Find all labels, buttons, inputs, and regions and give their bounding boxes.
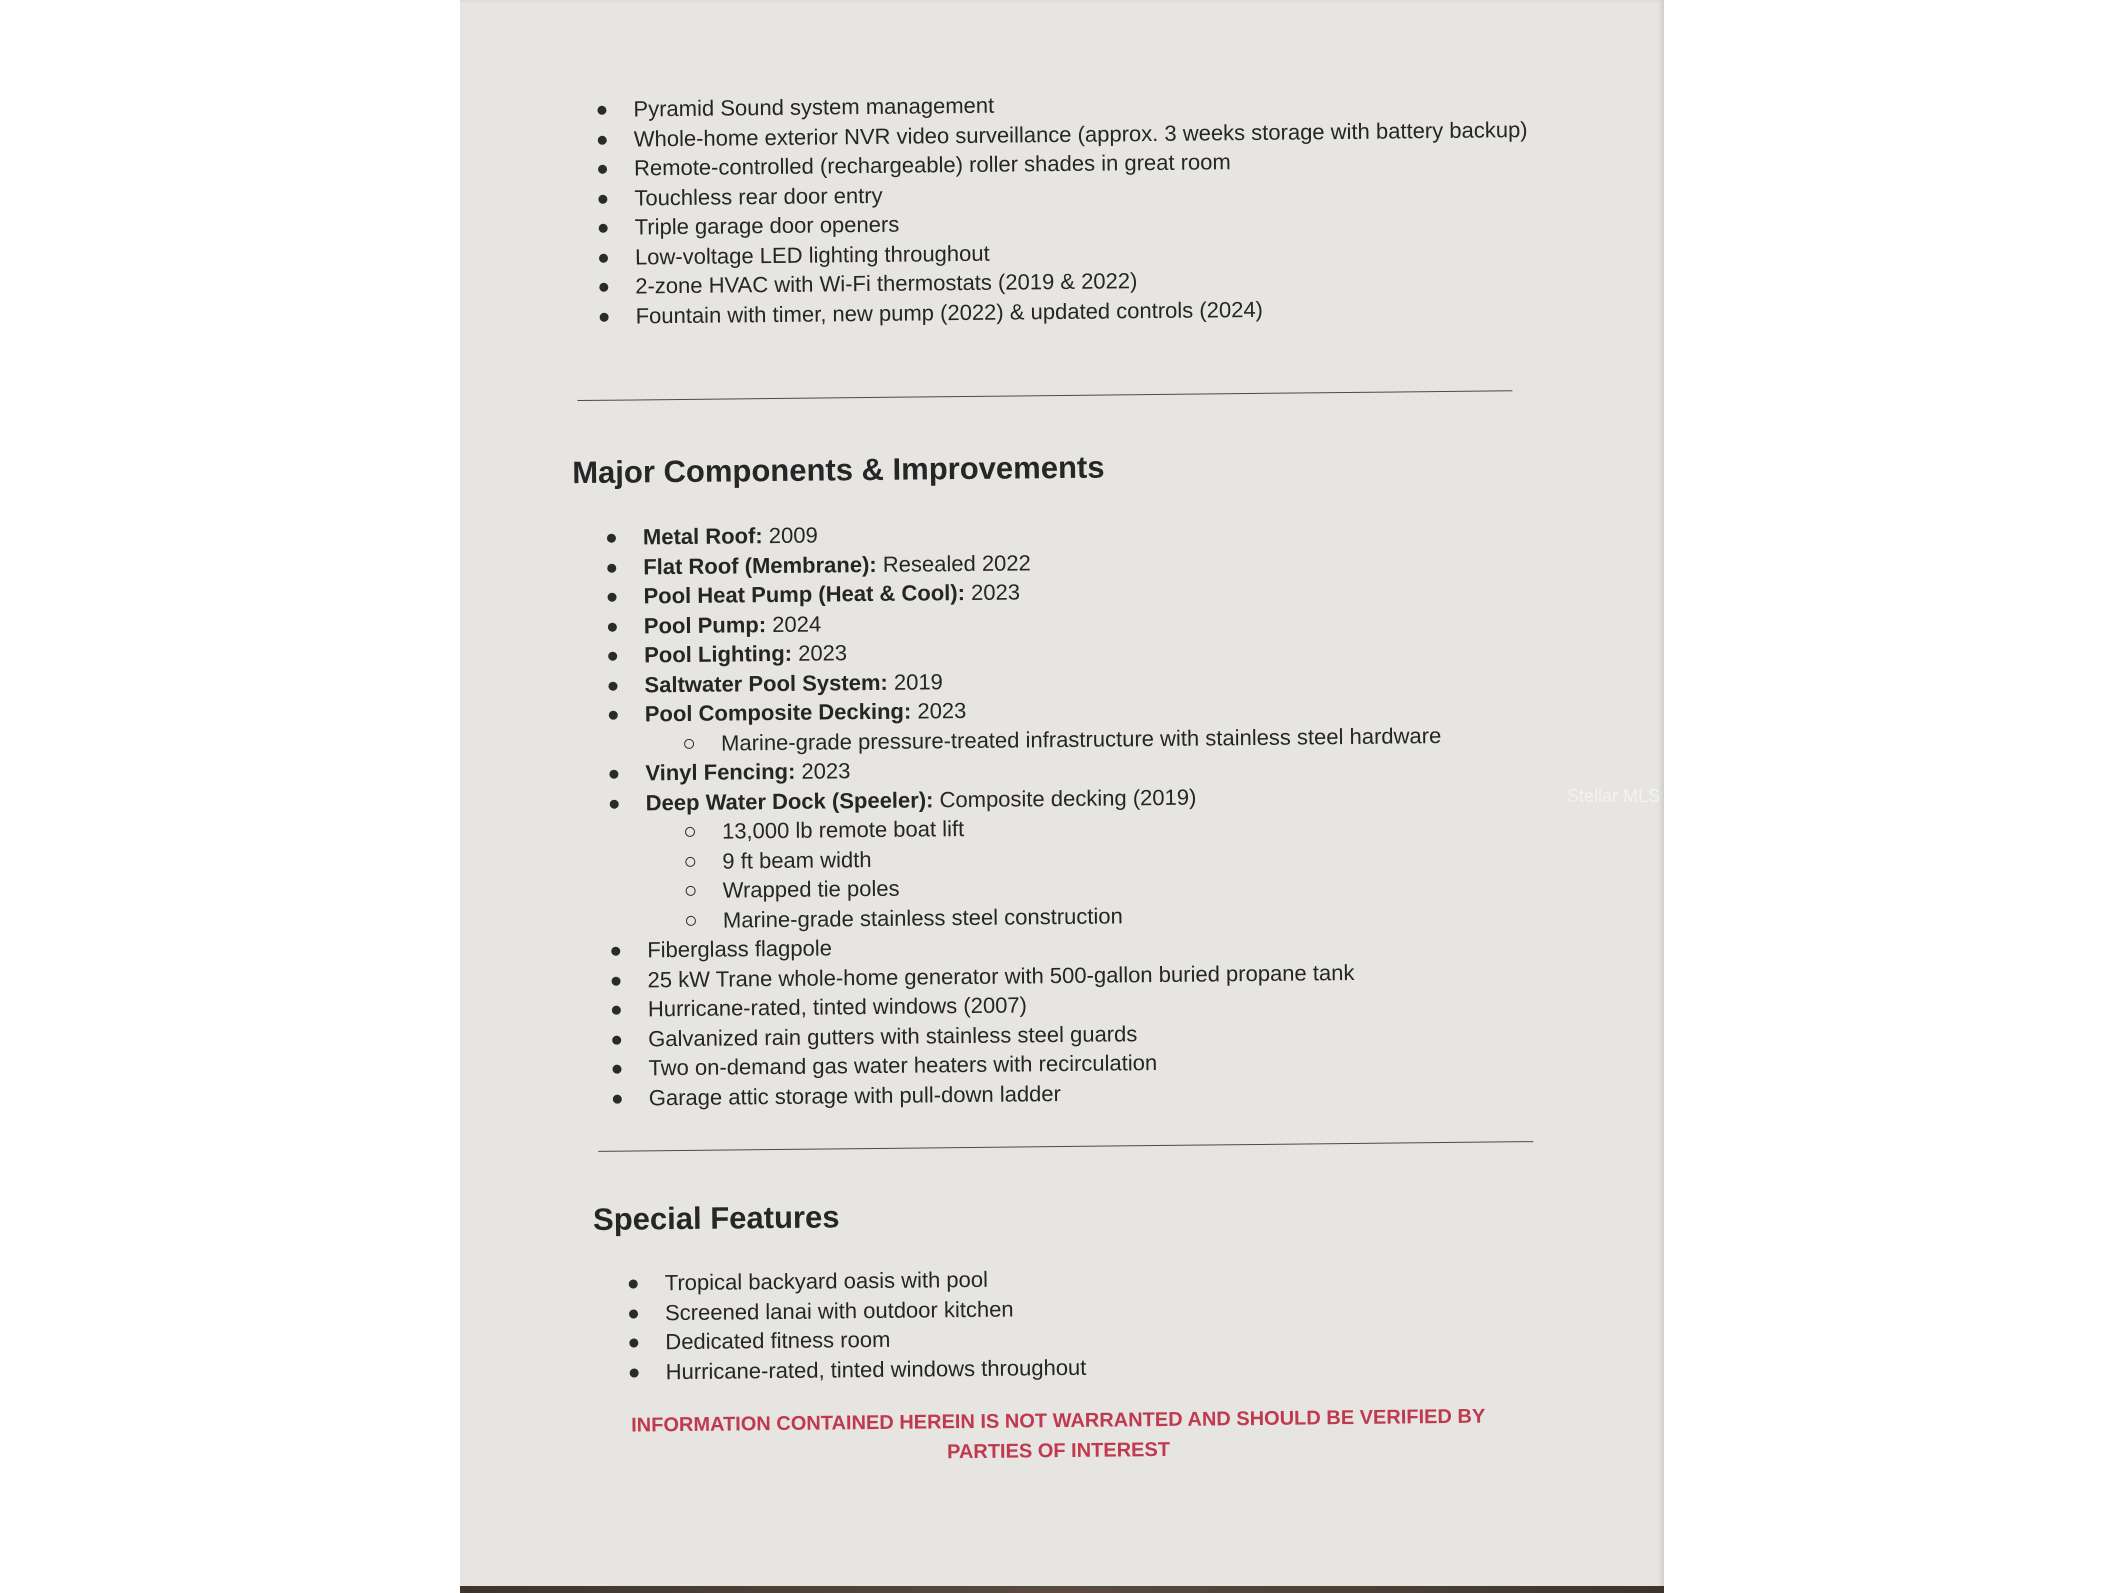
item-value: 2023 bbox=[798, 640, 848, 666]
list-item: Screened lanai with outdoor kitchen bbox=[629, 1289, 1529, 1328]
list-item: Remote-controlled (rechargeable) roller shades in great room bbox=[598, 144, 1558, 184]
section-heading-special: Special Features bbox=[592, 1199, 840, 1237]
list-item: Triple garage door openers bbox=[599, 203, 1559, 243]
major-components-list bbox=[607, 513, 1573, 1113]
section-heading-major: Major Components & Improvements bbox=[572, 449, 1105, 491]
item-label: Flat Roof (Membrane): bbox=[643, 551, 877, 579]
section-divider bbox=[577, 390, 1512, 401]
item-value: 2023 bbox=[801, 758, 851, 784]
list-item: Two on-demand gas water heaters with recirculation bbox=[612, 1044, 1572, 1084]
tabletop-edge bbox=[460, 1586, 1664, 1593]
sub-list-item: 13,000 lb remote boat lift bbox=[610, 808, 1570, 848]
sub-list-item: Marine-grade stainless steel construction bbox=[611, 896, 1571, 936]
page-content bbox=[460, 0, 1664, 1593]
list-item: Dedicated fitness room bbox=[629, 1318, 1529, 1357]
disclaimer-text: INFORMATION CONTAINED HEREIN IS NOT WARRANTED AND SHOULD BE VERIFIED BY PARTIES OF INTEREST bbox=[631, 1405, 1486, 1464]
list-item: Hurricane-rated, tinted windows throughout bbox=[630, 1348, 1530, 1387]
item-value: 2024 bbox=[772, 611, 822, 637]
item-value: Resealed 2022 bbox=[882, 549, 1031, 577]
item-value: 2023 bbox=[917, 698, 967, 724]
item-label: Vinyl Fencing: bbox=[645, 758, 796, 786]
list-item: Whole-home exterior NVR video surveillance (approx. 3 weeks storage with battery backup) bbox=[598, 114, 1558, 154]
watermark: Stellar MLS bbox=[1566, 786, 1660, 806]
list-item: Low-voltage LED lighting throughout bbox=[599, 232, 1559, 272]
list-item: Hurricane-rated, tinted windows (2007) bbox=[612, 985, 1572, 1025]
top-feature-list bbox=[597, 85, 1559, 331]
item-label: Deep Water Dock (Speeler): bbox=[645, 786, 934, 815]
list-item: Garage attic storage with pull-down ladder bbox=[613, 1073, 1573, 1113]
item-value: 2009 bbox=[768, 522, 818, 549]
item-label: Pool Lighting: bbox=[644, 640, 793, 668]
list-item: Touchless rear door entry bbox=[598, 173, 1558, 213]
item-label: Pool Pump: bbox=[643, 611, 767, 638]
list-item: Fountain with timer, new pump (2022) & updated controls (2024) bbox=[599, 291, 1559, 331]
item-label: Pool Heat Pump (Heat & Cool): bbox=[643, 580, 966, 609]
special-features-list bbox=[629, 1259, 1530, 1386]
item-label: Metal Roof: bbox=[642, 523, 763, 550]
document-page bbox=[460, 0, 1664, 1593]
list-item: Tropical backyard oasis with pool bbox=[629, 1259, 1529, 1298]
item-label: Saltwater Pool System: bbox=[644, 669, 888, 697]
list-item: 2-zone HVAC with Wi-Fi thermostats (2019 & 2022) bbox=[599, 262, 1559, 302]
sub-list-item: Wrapped tie poles bbox=[610, 867, 1570, 907]
list-item: Galvanized rain gutters with stainless steel guards bbox=[612, 1014, 1572, 1054]
item-value: Composite decking (2019) bbox=[939, 784, 1197, 812]
item-value: 2019 bbox=[893, 668, 943, 695]
sub-list-item: 9 ft beam width bbox=[610, 837, 1570, 877]
list-item: Fiberglass flagpole bbox=[611, 926, 1571, 966]
item-value: 2023 bbox=[970, 579, 1021, 605]
sub-list-item: Marine-grade pressure-treated infrastructure with stainless steel hardware bbox=[609, 719, 1569, 759]
section-divider bbox=[598, 1141, 1533, 1152]
item-label: Pool Composite Decking: bbox=[644, 698, 912, 727]
list-item: 25 kW Trane whole-home generator with 500-gallon buried propane tank bbox=[611, 955, 1571, 995]
list-item: Pyramid Sound system management bbox=[597, 85, 1557, 125]
